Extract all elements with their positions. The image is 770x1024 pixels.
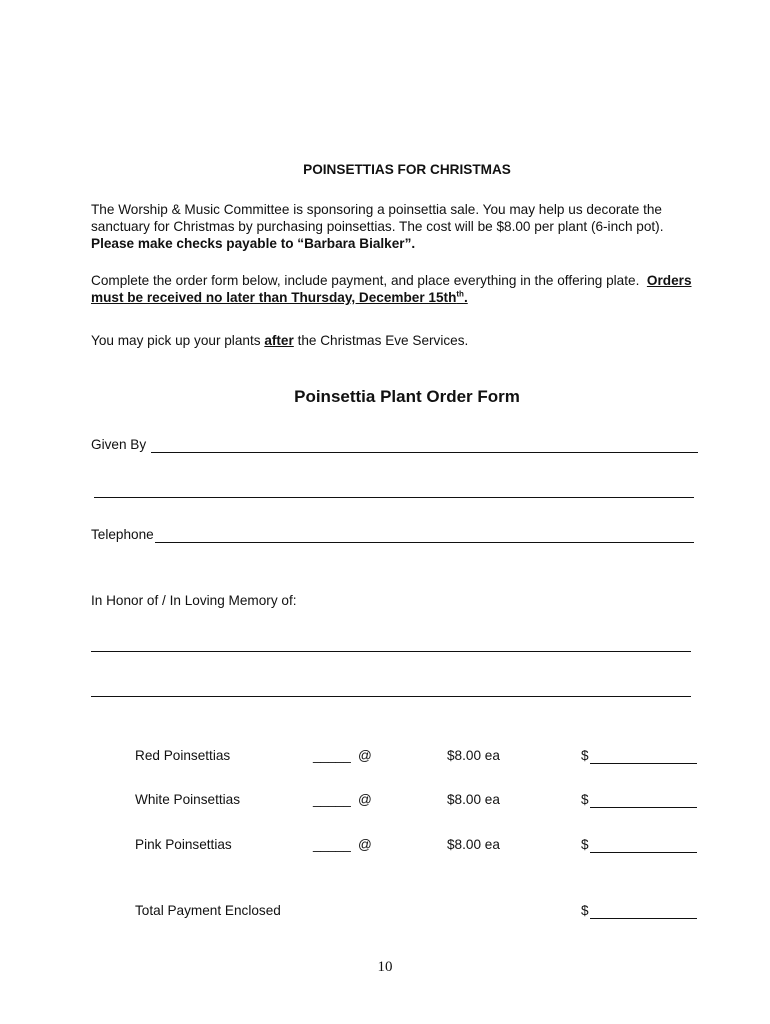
given-by-field[interactable] — [151, 452, 698, 453]
item-price: $8.00 ea — [447, 792, 500, 807]
pickup-text-pre: You may pick up your plants — [91, 333, 261, 348]
telephone-field[interactable] — [155, 542, 694, 543]
item-price: $8.00 ea — [447, 837, 500, 852]
total-label: Total Payment Enclosed — [135, 903, 281, 918]
item-total-field[interactable] — [590, 852, 697, 853]
order-instructions — [91, 272, 711, 306]
item-at: @ — [358, 792, 372, 807]
item-total-symbol: $ — [581, 837, 589, 852]
total-symbol: $ — [581, 903, 589, 918]
item-name: Pink Poinsettias — [135, 837, 232, 852]
intro-text: The Worship & Music Committee is sponsoring a poinsettia sale. You may help us decorate the sanctuary for Christmas by purchasing poinsettias. The cost will be $8.00 per plant (6-inch pot). — [91, 202, 664, 234]
given-by-field-line2[interactable] — [94, 497, 694, 498]
order-instructions-text: Complete the order form below, include payment, and place everything in the offering plate. — [91, 273, 640, 288]
pickup-after: after — [264, 333, 294, 348]
honor-field-line1[interactable] — [91, 651, 691, 652]
item-at: @ — [358, 748, 372, 763]
item-total-symbol: $ — [581, 792, 589, 807]
pickup-text-post: the Christmas Eve Services. — [297, 333, 469, 348]
item-qty-field[interactable]: _____ — [313, 748, 351, 763]
item-price: $8.00 ea — [447, 748, 500, 763]
intro-paragraph — [91, 201, 711, 252]
item-name: Red Poinsettias — [135, 748, 231, 763]
item-at: @ — [358, 837, 372, 852]
given-by-label: Given By — [91, 437, 147, 452]
telephone-label: Telephone — [91, 527, 154, 542]
pickup-note — [91, 333, 468, 348]
page-title: POINSETTIAS FOR CHRISTMAS — [303, 162, 511, 177]
deadline-period: . — [463, 290, 468, 305]
item-name: White Poinsettias — [135, 792, 241, 807]
item-qty-field[interactable]: _____ — [313, 837, 351, 852]
item-total-symbol: $ — [581, 748, 589, 763]
form-title: Poinsettia Plant Order Form — [294, 387, 520, 406]
item-total-field[interactable] — [590, 807, 697, 808]
item-qty-field[interactable]: _____ — [313, 792, 351, 807]
deadline-suffix: th — [456, 289, 464, 299]
page-number: 10 — [377, 959, 393, 975]
checks-payable-note: Please make checks payable to “Barbara Bialker”. — [91, 236, 416, 251]
item-total-field[interactable] — [590, 763, 697, 764]
total-field[interactable] — [590, 918, 697, 919]
honor-field-line2[interactable] — [91, 696, 691, 697]
honor-label: In Honor of / In Loving Memory of: — [91, 593, 297, 608]
deadline-text: Orders must be received no later than Thursday, December 15th — [91, 273, 692, 305]
